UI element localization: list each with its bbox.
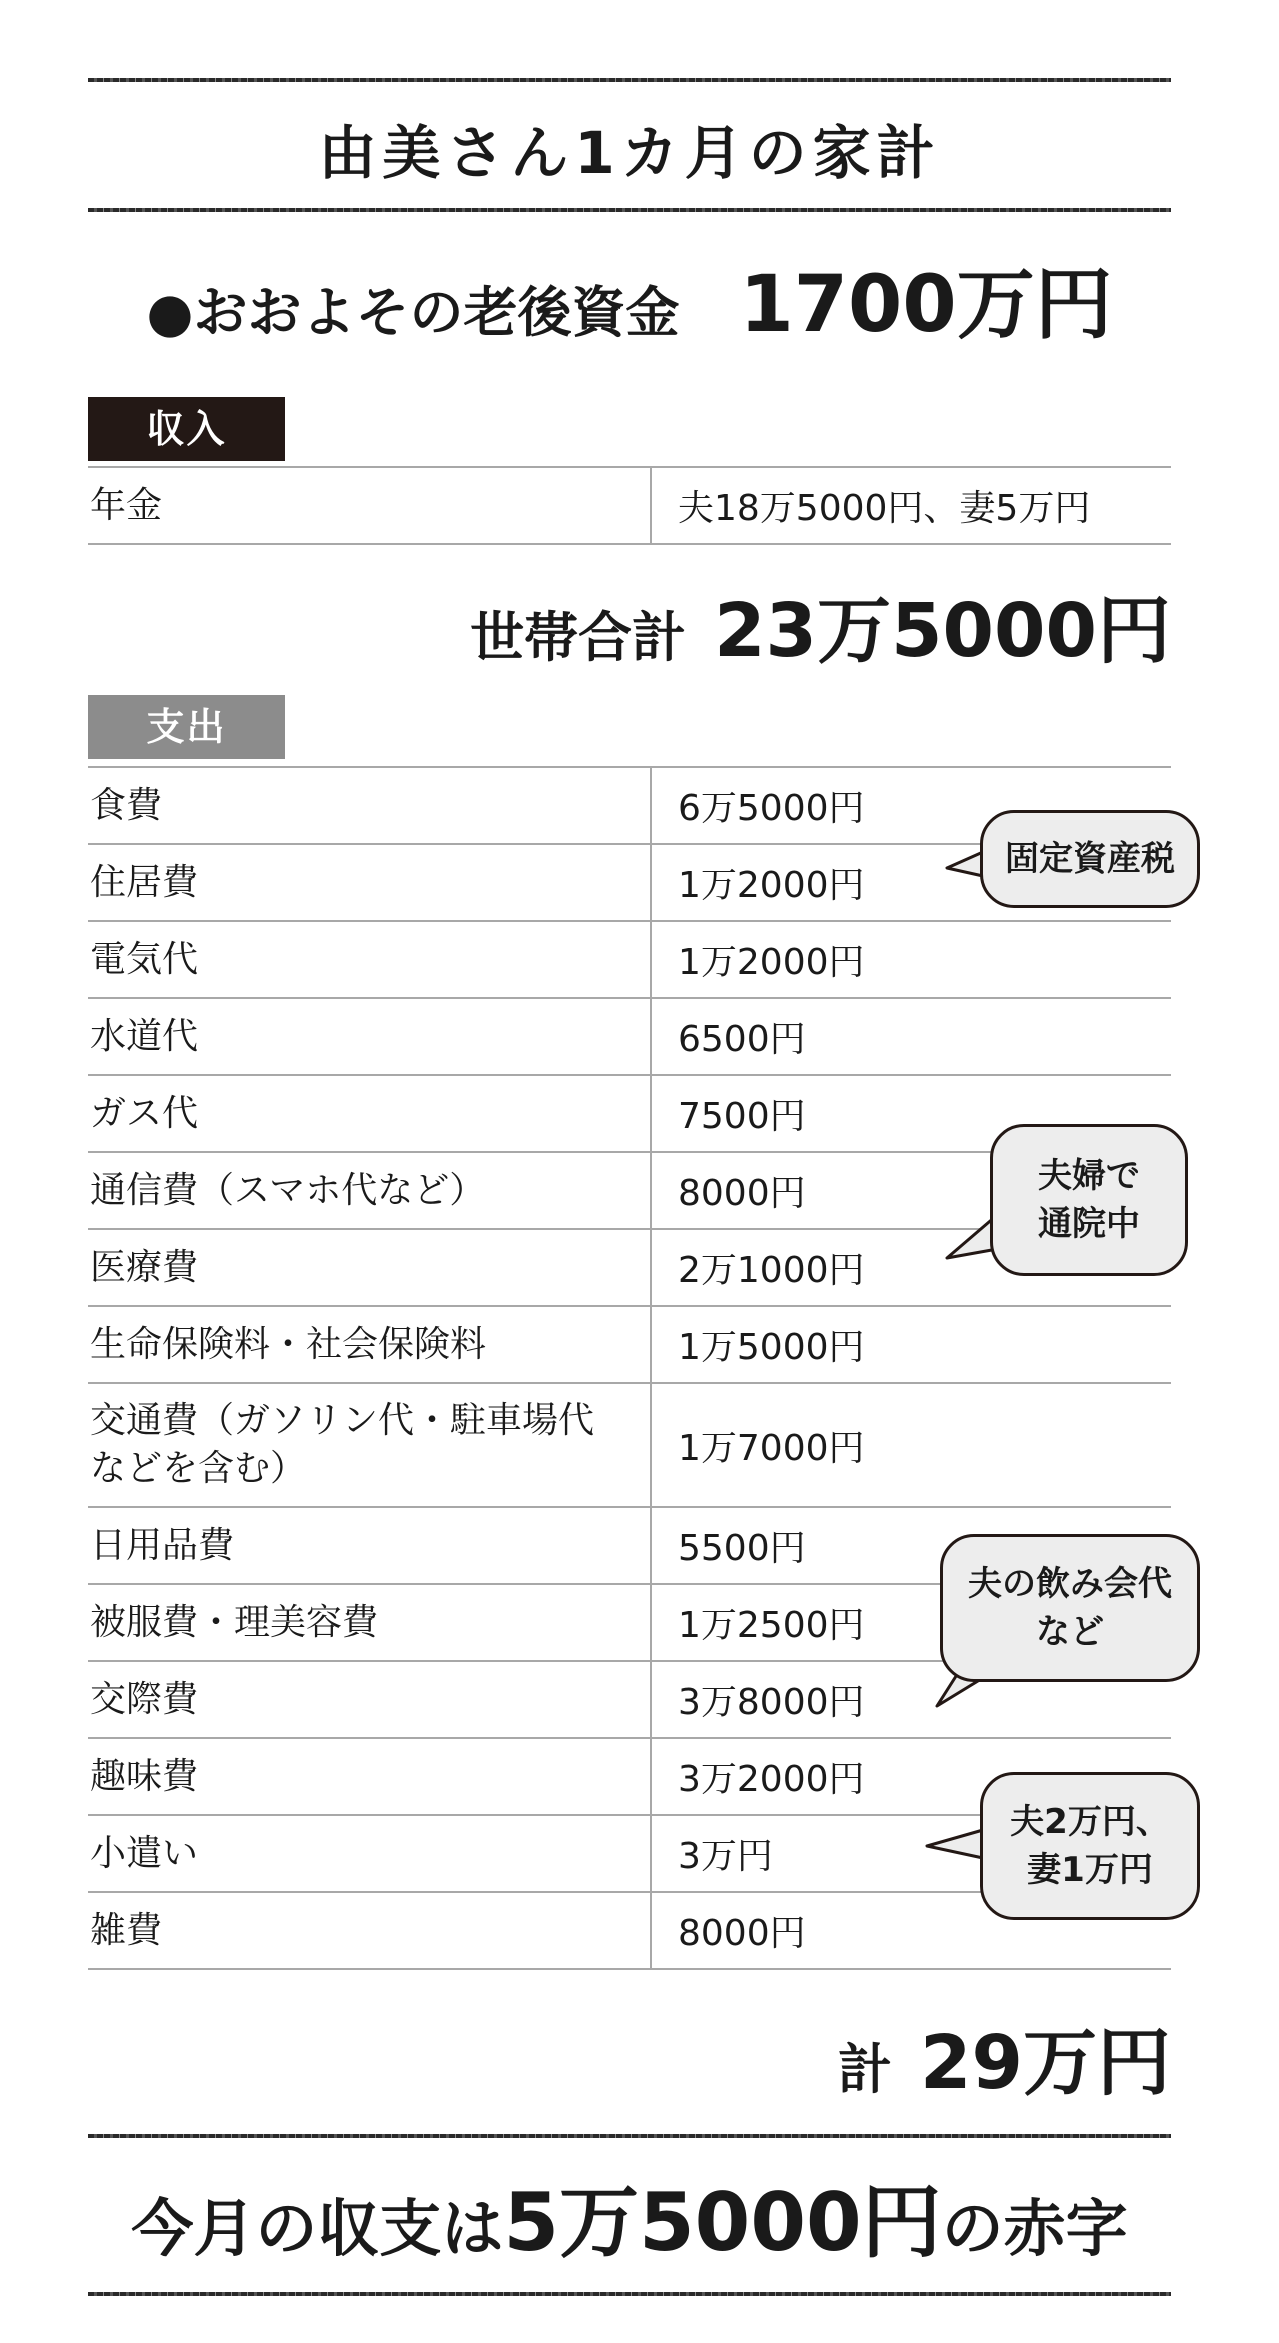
expense-item: 日用品費 <box>88 1507 651 1584</box>
table-row <box>88 467 1171 544</box>
expense-amount: 5500円 <box>651 1507 1171 1584</box>
expense-total-label: 計 <box>838 2038 893 2101</box>
callout-allowance: 夫2万円、 妻1万円 <box>980 1772 1200 1920</box>
expense-item: 食費 <box>88 767 651 844</box>
conclusion-amount: 5万5000円 <box>503 2176 942 2269</box>
expense-item: 電気代 <box>88 921 651 998</box>
income-total <box>88 572 1171 678</box>
conclusion-top-rule <box>88 2134 1171 2138</box>
expense-item: 小遣い <box>88 1815 651 1892</box>
expense-amount: 1万7000円 <box>651 1383 1171 1507</box>
top-rule <box>88 78 1171 82</box>
expense-item: ガス代 <box>88 1075 651 1152</box>
bubble-tail-allowance <box>925 1824 985 1864</box>
expense-amount: 6500円 <box>651 998 1171 1075</box>
table-row <box>88 1306 1171 1383</box>
income-tag: 収入 <box>88 397 285 461</box>
page-title: 由美さん1カ月の家計 <box>318 119 941 187</box>
table-row <box>88 998 1171 1075</box>
table-row <box>88 1383 1171 1507</box>
expense-item: 趣味費 <box>88 1738 651 1815</box>
bubble-tail-property-tax <box>945 846 985 886</box>
expense-item: 医療費 <box>88 1229 651 1306</box>
title-rule <box>88 208 1171 212</box>
conclusion-prefix: 今月の収支は <box>131 2192 504 2265</box>
conclusion-bottom-rule <box>88 2292 1171 2296</box>
table-row <box>88 921 1171 998</box>
expense-amount: 3万8000円 <box>651 1661 1171 1738</box>
expense-amount: 1万2500円 <box>651 1584 1171 1661</box>
retirement-savings <box>88 242 1171 352</box>
expense-item: 交際費 <box>88 1661 651 1738</box>
expense-item: 生命保険料・社会保険料 <box>88 1306 651 1383</box>
expense-total <box>88 2004 1171 2110</box>
expense-item: 住居費 <box>88 844 651 921</box>
callout-property-tax: 固定資産税 <box>980 810 1200 908</box>
expense-amount: 6万5000円 <box>651 767 1171 844</box>
savings-value: 1700万円 <box>739 260 1113 350</box>
expense-amount: 3万2000円 <box>651 1738 1171 1815</box>
callout-drinking: 夫の飲み会代 など <box>940 1534 1200 1682</box>
expense-amount: 3万円 <box>651 1815 1171 1892</box>
expense-item: 通信費（スマホ代など） <box>88 1152 651 1229</box>
expense-amount: 7500円 <box>651 1075 1171 1152</box>
conclusion-suffix: の赤字 <box>941 2192 1128 2265</box>
expense-item: 被服費・理美容費 <box>88 1584 651 1661</box>
expense-amount: 8000円 <box>651 1152 1171 1229</box>
income-item: 年金 <box>88 467 651 544</box>
expense-amount: 2万1000円 <box>651 1229 1171 1306</box>
balance-conclusion <box>88 2163 1171 2283</box>
expense-item: 雑費 <box>88 1892 651 1969</box>
income-total-label: 世帯合計 <box>470 606 687 669</box>
income-amount: 夫18万5000円、妻5万円 <box>651 467 1171 544</box>
expense-amount: 1万2000円 <box>651 921 1171 998</box>
expense-tag: 支出 <box>88 695 285 759</box>
expense-total-value: 29万円 <box>920 2020 1171 2106</box>
expense-item: 交通費（ガソリン代・駐車場代 などを含む） <box>88 1383 651 1507</box>
expense-item: 水道代 <box>88 998 651 1075</box>
expense-amount: 8000円 <box>651 1892 1171 1969</box>
income-table <box>88 466 1171 545</box>
expense-amount: 1万2000円 <box>651 844 1171 921</box>
callout-hospital: 夫婦で 通院中 <box>990 1124 1188 1276</box>
savings-label: ●おおよその老後資金 <box>146 281 680 344</box>
income-total-value: 23万5000円 <box>714 588 1171 674</box>
expense-amount: 1万5000円 <box>651 1306 1171 1383</box>
